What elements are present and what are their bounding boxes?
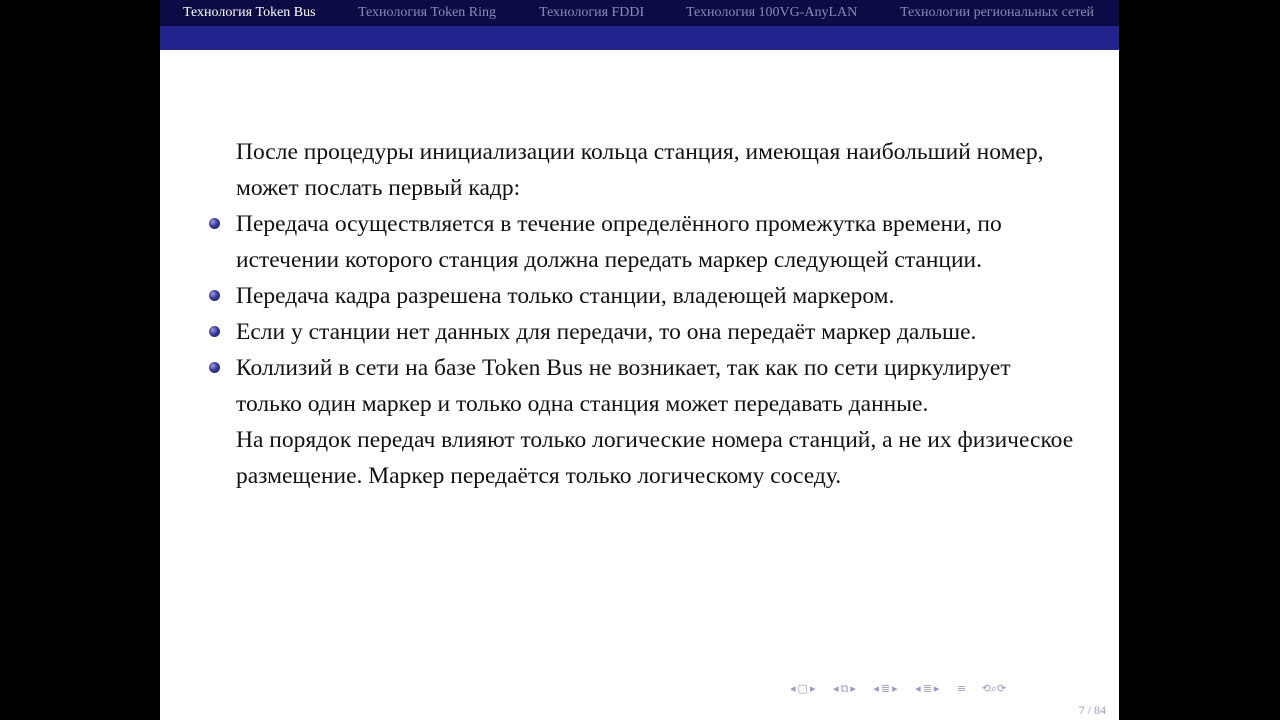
tab-fddi[interactable]: Технология FDDI: [539, 5, 645, 20]
frame-icon: ▢: [797, 682, 808, 695]
list-item: [236, 350, 1076, 422]
page-number: 7 / 84: [1078, 703, 1106, 717]
align-icon[interactable]: ≡: [956, 682, 967, 695]
bullet-icon: [209, 362, 220, 373]
frame-nav[interactable]: [790, 682, 817, 695]
subsection-icon: ⧉: [840, 682, 849, 695]
list-item-text: Передача кадра разрешена только станции, владеющей маркером.: [236, 283, 895, 309]
list-item: [236, 206, 1076, 278]
bullet-icon: [209, 218, 220, 229]
tab-token-bus[interactable]: Технология Token Bus: [183, 5, 316, 20]
bullet-icon: [209, 290, 220, 301]
list-item: [236, 314, 1076, 350]
bullet-icon: [209, 326, 220, 337]
search-icon[interactable]: ⟲⌕⟳: [981, 682, 1007, 695]
next-arrow-icon: ▸: [850, 682, 856, 695]
subsection-bar: [160, 26, 1119, 50]
intro-paragraph: После процедуры инициализации кольца станция, имеющая наибольший номер, может послать первый кадр:: [236, 139, 1044, 201]
prev-arrow-icon: ◂: [873, 682, 879, 695]
list-item-text: Если у станции нет данных для передачи, то она передаёт маркер дальше.: [236, 319, 977, 345]
outro-paragraph: На порядок передач влияют только логические номера станций, а не их физическое размещение. Маркер передаётся только логическому соседу.: [236, 427, 1074, 489]
slide: [160, 0, 1119, 720]
next-arrow-icon: ▸: [892, 682, 898, 695]
section-navigation-bar: [160, 0, 1119, 26]
prev-arrow-icon: ◂: [915, 682, 921, 695]
prev-arrow-icon: ◂: [832, 682, 839, 695]
section-nav[interactable]: [873, 682, 899, 695]
tab-token-ring[interactable]: Технология Token Ring: [358, 5, 497, 20]
list-item-text: Коллизий в сети на базе Token Bus не возникает, так как по сети циркулирует только один маркер и только одна станция может передавать данные.: [236, 355, 1011, 417]
next-arrow-icon: ▸: [933, 682, 940, 695]
document-nav[interactable]: [915, 682, 941, 695]
section-icon: ≣: [880, 682, 891, 695]
next-arrow-icon: ▸: [809, 682, 816, 695]
slide-body: [236, 134, 1076, 494]
prev-arrow-icon: ◂: [790, 682, 796, 695]
list-item: [236, 278, 1076, 314]
tab-regional-networks[interactable]: Технологии региональных сетей: [900, 5, 1095, 20]
subsection-nav[interactable]: [833, 682, 858, 695]
tab-100vg-anylan[interactable]: Технология 100VG-AnyLAN: [686, 5, 858, 20]
list-item-text: Передача осуществляется в течение определённого промежутка времени, по истечении которого станция должна передать маркер следующей станции.: [236, 211, 1002, 273]
beamer-navigation-controls: [790, 682, 1008, 696]
section-icon: ≣: [922, 682, 932, 695]
